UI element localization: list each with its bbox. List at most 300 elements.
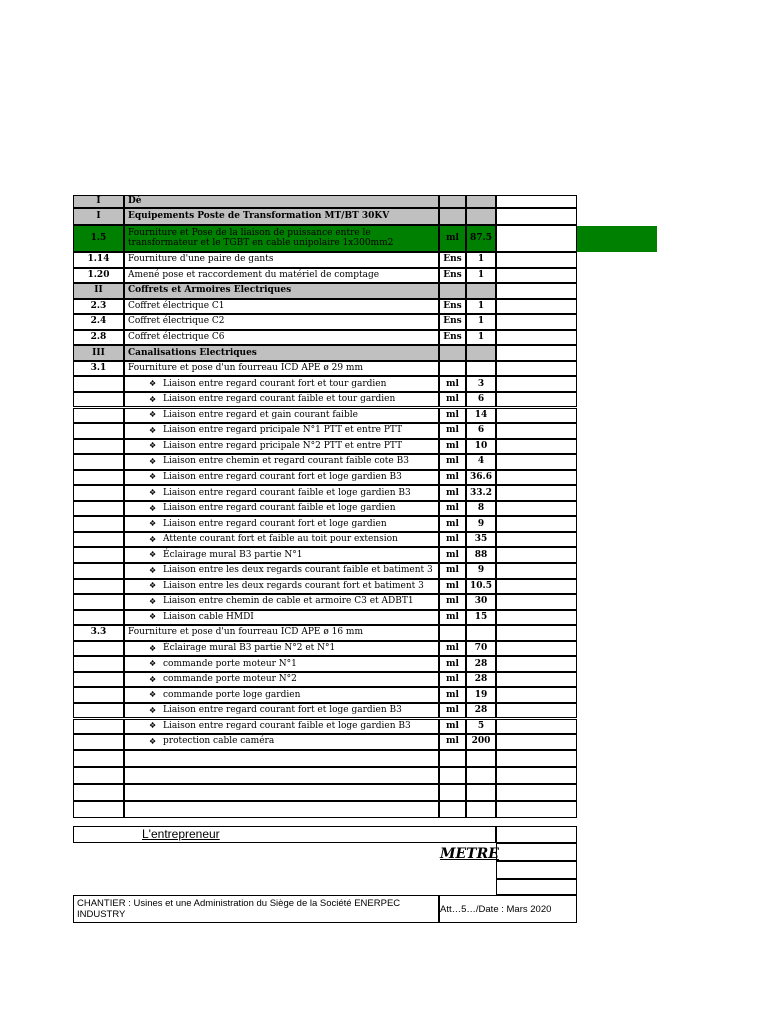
- item-description: [124, 485, 439, 501]
- item-quantity: [466, 703, 496, 719]
- item-number: [73, 672, 124, 688]
- item-description: [124, 208, 439, 225]
- item-quantity: [466, 672, 496, 688]
- table-row: [73, 547, 577, 563]
- item-unit-text: Ens: [443, 254, 462, 265]
- item-number-text: 2.4: [90, 316, 107, 327]
- item-quantity-text: 9: [477, 565, 485, 576]
- item-quantity: [466, 252, 496, 268]
- item-unit: [439, 719, 466, 735]
- table-row: [73, 719, 577, 735]
- item-unit-text: ml: [446, 233, 459, 243]
- item-extra: [496, 734, 577, 750]
- item-unit: [439, 547, 466, 563]
- item-quantity: [466, 268, 496, 284]
- right-box: [496, 843, 577, 861]
- item-extra: [496, 547, 577, 563]
- diamond-bullet-icon: ❖: [149, 534, 157, 544]
- item-extra: [496, 252, 577, 268]
- item-quantity: [466, 423, 496, 439]
- item-description-text: commande porte moteur N°2: [163, 674, 297, 685]
- item-extra: [496, 641, 577, 657]
- item-description: [124, 408, 439, 424]
- item-number-text: III: [92, 347, 105, 358]
- item-quantity: [466, 485, 496, 501]
- item-unit: [439, 361, 466, 377]
- item-number-text: 2.3: [90, 300, 107, 311]
- item-unit: [439, 784, 466, 801]
- item-extra: [496, 687, 577, 703]
- item-extra: [496, 470, 577, 486]
- item-quantity: [466, 345, 496, 361]
- item-quantity-text: 10: [474, 440, 488, 451]
- item-quantity: [466, 687, 496, 703]
- item-unit-text: ml: [446, 611, 459, 622]
- item-quantity-text: 33.2: [470, 487, 492, 498]
- item-unit: [439, 268, 466, 284]
- item-description: [124, 470, 439, 486]
- item-quantity: [466, 563, 496, 579]
- empty-row: [73, 750, 577, 767]
- item-quantity: [466, 656, 496, 672]
- table-row: [73, 439, 577, 455]
- item-unit: [439, 579, 466, 595]
- item-unit-text: ml: [446, 534, 459, 545]
- item-description: [124, 361, 439, 377]
- item-quantity-text: 8: [477, 503, 485, 514]
- item-number: [73, 423, 124, 439]
- item-unit-text: ml: [446, 689, 459, 700]
- item-unit-text: ml: [446, 643, 459, 654]
- item-quantity-text: 6: [477, 394, 485, 405]
- item-number: [73, 656, 124, 672]
- diamond-bullet-icon: ❖: [149, 394, 157, 404]
- item-quantity: [466, 225, 496, 252]
- item-extra: [496, 423, 577, 439]
- item-description-text: Liaison entre regard courant fort et loge gardien B3: [163, 705, 402, 716]
- table-row: [73, 594, 577, 610]
- item-number: [73, 208, 124, 225]
- item-extra: [496, 703, 577, 719]
- item-extra: [496, 594, 577, 610]
- item-description-text: Liaison entre regard pricipale N°2 PTT et entre PTT: [163, 440, 403, 451]
- item-extra: [496, 610, 577, 626]
- table-row: [73, 516, 577, 532]
- item-number-text: 1.5: [90, 233, 107, 243]
- item-number-text: I: [96, 211, 101, 221]
- item-description-text: Liaison entre regard courant faible et loge gardien: [163, 503, 396, 514]
- table-row: [73, 501, 577, 517]
- item-unit-text: ml: [446, 503, 459, 514]
- item-description: [124, 547, 439, 563]
- item-description-text: commande porte moteur N°1: [163, 658, 297, 669]
- table-row: [73, 641, 577, 657]
- item-quantity-text: 6: [477, 425, 485, 436]
- item-unit: [439, 408, 466, 424]
- item-quantity: [466, 314, 496, 330]
- item-description-text: Liaison entre regard pricipale N°1 PTT et entre PTT: [163, 425, 403, 436]
- item-number: [73, 547, 124, 563]
- table-row: [73, 361, 577, 377]
- table-row: [73, 532, 577, 548]
- table-row: [73, 563, 577, 579]
- item-quantity-text: 1: [477, 332, 485, 343]
- item-number: [73, 750, 124, 767]
- item-description-text: Éclairage mural B3 partie N°2 et N°1: [163, 643, 336, 654]
- item-description: [124, 392, 439, 408]
- item-description-text: Canalisations Electriques: [128, 347, 257, 358]
- item-extra: [496, 563, 577, 579]
- item-quantity: [466, 625, 496, 641]
- item-number-text: 2.8: [90, 332, 107, 343]
- item-unit-text: ml: [446, 440, 459, 451]
- item-quantity-text: 19: [474, 689, 488, 700]
- item-quantity: [466, 376, 496, 392]
- item-description-text: Coffret électrique C1: [128, 300, 225, 311]
- item-number: [73, 439, 124, 455]
- item-number: [73, 330, 124, 346]
- item-quantity-text: 28: [474, 705, 488, 716]
- item-extra: [496, 801, 577, 818]
- table-row: [73, 314, 577, 330]
- chantier-box: CHANTIER : Usines et une Administration du Siège de la Société ENERPEC INDUSTRY: [73, 895, 439, 923]
- item-unit: [439, 330, 466, 346]
- item-quantity-text: 1: [477, 316, 485, 327]
- item-description: [124, 376, 439, 392]
- item-description-text: Equipements Poste de Transformation MT/BT 30KV: [128, 211, 390, 221]
- item-description: [124, 579, 439, 595]
- item-extra: [496, 195, 577, 208]
- item-number: [73, 563, 124, 579]
- item-description-text: Fourniture d'une paire de gants: [128, 254, 274, 265]
- diamond-bullet-icon: ❖: [149, 550, 157, 560]
- item-extra: [496, 330, 577, 346]
- diamond-bullet-icon: ❖: [149, 503, 157, 513]
- item-description: [124, 672, 439, 688]
- item-description-text: Éclairage mural B3 partie N°1: [163, 549, 303, 560]
- item-quantity: [466, 579, 496, 595]
- item-description: [124, 439, 439, 455]
- item-number: [73, 408, 124, 424]
- item-unit-text: Ens: [443, 332, 462, 343]
- item-description-text: Fourniture et pose d'un fourreau ICD APE ø 16 mm: [128, 627, 363, 638]
- right-box: [496, 861, 577, 879]
- item-extra: [496, 532, 577, 548]
- item-description-text: Liaison entre regard et gain courant faible: [163, 409, 358, 420]
- item-unit-text: ml: [446, 658, 459, 669]
- item-quantity: [466, 283, 496, 299]
- item-extra: [496, 750, 577, 767]
- item-number: [73, 392, 124, 408]
- item-quantity-text: 70: [474, 643, 488, 654]
- item-number: [73, 625, 124, 641]
- item-unit: [439, 801, 466, 818]
- table-row: [73, 376, 577, 392]
- item-quantity-text: 9: [477, 518, 485, 529]
- item-unit-text: ml: [446, 705, 459, 716]
- highlight-extension: [577, 226, 657, 252]
- section-row: [73, 345, 577, 361]
- item-unit: [439, 439, 466, 455]
- item-description-text: Coffrets et Armoires Electriques: [128, 285, 292, 296]
- item-unit: [439, 392, 466, 408]
- item-number-text: 1.20: [87, 269, 110, 280]
- item-quantity-text: 14: [474, 409, 488, 420]
- table-row: [73, 610, 577, 626]
- diamond-bullet-icon: ❖: [149, 488, 157, 498]
- table-row: [73, 268, 577, 284]
- att-date-box: Att…5…/Date : Mars 2020: [439, 895, 577, 923]
- item-number-text: 3.1: [90, 363, 107, 374]
- item-unit: [439, 454, 466, 470]
- item-quantity: [466, 532, 496, 548]
- table-row: [73, 625, 577, 641]
- table-row: [73, 656, 577, 672]
- right-box: [496, 879, 577, 895]
- table-row: [73, 252, 577, 268]
- item-unit-text: ml: [446, 471, 459, 482]
- item-extra: [496, 516, 577, 532]
- diamond-bullet-icon: ❖: [149, 565, 157, 575]
- item-unit: [439, 703, 466, 719]
- item-quantity: [466, 641, 496, 657]
- item-number: [73, 579, 124, 595]
- item-extra: [496, 208, 577, 225]
- diamond-bullet-icon: ❖: [149, 425, 157, 435]
- item-quantity-text: 88: [474, 549, 488, 560]
- item-unit: [439, 672, 466, 688]
- item-quantity: [466, 750, 496, 767]
- table-row: [73, 392, 577, 408]
- item-description: [124, 687, 439, 703]
- entrepreneur-right-cell: [496, 826, 577, 843]
- item-unit-text: ml: [446, 736, 459, 747]
- item-extra: [496, 672, 577, 688]
- item-unit: [439, 625, 466, 641]
- item-quantity: [466, 392, 496, 408]
- empty-row: [73, 767, 577, 784]
- item-quantity-text: 30: [474, 596, 488, 607]
- item-unit: [439, 283, 466, 299]
- item-description-text: Amené pose et raccordement du matériel de comptage: [128, 269, 380, 280]
- item-quantity-text: 1: [477, 254, 485, 265]
- diamond-bullet-icon: ❖: [149, 643, 157, 653]
- item-quantity-text: 4: [477, 456, 485, 467]
- metre-title: METRE: [440, 846, 499, 862]
- item-quantity: [466, 610, 496, 626]
- item-number: [73, 268, 124, 284]
- item-description: [124, 532, 439, 548]
- item-description-text: Liaison entre les deux regards courant fort et batiment 3: [163, 580, 424, 591]
- section-row: [73, 208, 577, 225]
- item-description: [124, 454, 439, 470]
- item-number: [73, 345, 124, 361]
- empty-row: [73, 801, 577, 818]
- item-quantity: [466, 195, 496, 208]
- item-unit-text: Ens: [443, 269, 462, 280]
- diamond-bullet-icon: ❖: [149, 581, 157, 591]
- item-unit-text: ml: [446, 580, 459, 591]
- table-row: [73, 423, 577, 439]
- item-number: [73, 516, 124, 532]
- item-description-text: Liaison entre regard courant fort et loge gardien: [163, 518, 387, 529]
- item-quantity: [466, 408, 496, 424]
- item-quantity: [466, 719, 496, 735]
- item-number: [73, 767, 124, 784]
- item-quantity-text: 1: [477, 269, 485, 280]
- item-number: [73, 470, 124, 486]
- item-extra: [496, 625, 577, 641]
- item-unit: [439, 687, 466, 703]
- item-quantity-text: 5: [477, 720, 485, 731]
- item-extra: [496, 579, 577, 595]
- table-row: [73, 225, 577, 252]
- entrepreneur-label: L'entrepreneur: [142, 827, 220, 841]
- item-number: [73, 376, 124, 392]
- item-unit: [439, 750, 466, 767]
- item-description: [124, 734, 439, 750]
- table-row: [73, 330, 577, 346]
- item-unit-text: ml: [446, 596, 459, 607]
- item-description-text: Dé: [128, 196, 142, 206]
- item-extra: [496, 392, 577, 408]
- item-description: [124, 641, 439, 657]
- section-row: [73, 283, 577, 299]
- item-quantity: [466, 299, 496, 315]
- item-quantity: [466, 516, 496, 532]
- item-unit-text: Ens: [443, 300, 462, 311]
- table-row: [73, 485, 577, 501]
- item-description-text: Liaison entre chemin de cable et armoire C3 et ADBT1: [163, 596, 414, 607]
- diamond-bullet-icon: ❖: [149, 596, 157, 606]
- item-extra: [496, 454, 577, 470]
- item-description: [124, 719, 439, 735]
- item-description: [124, 501, 439, 517]
- item-quantity-text: 1: [477, 300, 485, 311]
- item-quantity: [466, 470, 496, 486]
- item-number: [73, 283, 124, 299]
- item-number: [73, 801, 124, 818]
- item-quantity-text: 28: [474, 658, 488, 669]
- diamond-bullet-icon: ❖: [149, 659, 157, 669]
- item-quantity: [466, 767, 496, 784]
- table-row: [73, 734, 577, 750]
- diamond-bullet-icon: ❖: [149, 379, 157, 389]
- item-quantity: [466, 330, 496, 346]
- item-unit-text: ml: [446, 674, 459, 685]
- item-unit-text: ml: [446, 487, 459, 498]
- item-description-text: protection cable caméra: [163, 736, 275, 747]
- item-number: [73, 641, 124, 657]
- item-number: [73, 687, 124, 703]
- item-description: [124, 801, 439, 818]
- item-unit: [439, 610, 466, 626]
- diamond-bullet-icon: ❖: [149, 612, 157, 622]
- item-number: [73, 361, 124, 377]
- item-number: [73, 703, 124, 719]
- item-unit: [439, 225, 466, 252]
- item-quantity: [466, 208, 496, 225]
- item-description: [124, 767, 439, 784]
- table-row: [73, 470, 577, 486]
- table-row: [73, 687, 577, 703]
- item-extra: [496, 225, 577, 252]
- item-description-text: Fourniture et pose d'un fourreau ICD APE ø 29 mm: [128, 363, 363, 374]
- item-extra: [496, 501, 577, 517]
- item-number: [73, 314, 124, 330]
- item-unit-text: ml: [446, 409, 459, 420]
- item-unit: [439, 656, 466, 672]
- item-quantity-text: 28: [474, 674, 488, 685]
- empty-row: [73, 784, 577, 801]
- item-number-text: 3.3: [90, 627, 107, 638]
- item-number-text: I: [96, 196, 101, 206]
- diamond-bullet-icon: ❖: [149, 519, 157, 529]
- item-number-text: 1.14: [87, 254, 110, 265]
- item-number: [73, 225, 124, 252]
- item-description: [124, 283, 439, 299]
- item-extra: [496, 408, 577, 424]
- item-quantity: [466, 361, 496, 377]
- diamond-bullet-icon: ❖: [149, 456, 157, 466]
- item-quantity-text: 35: [474, 534, 488, 545]
- item-description: [124, 750, 439, 767]
- item-description-text: Liaison entre chemin et regard courant faible cote B3: [163, 456, 409, 467]
- item-description-text: Liaison entre regard courant faible et tour gardien: [163, 394, 396, 405]
- diamond-bullet-icon: ❖: [149, 472, 157, 482]
- diamond-bullet-icon: ❖: [149, 690, 157, 700]
- item-quantity-text: 10.5: [470, 580, 492, 591]
- item-number: [73, 485, 124, 501]
- item-description-text: Liaison entre regard courant fort et loge gardien B3: [163, 471, 402, 482]
- diamond-bullet-icon: ❖: [149, 410, 157, 420]
- item-description: [124, 268, 439, 284]
- table-row: [73, 408, 577, 424]
- table-row: [73, 454, 577, 470]
- item-unit-text: ml: [446, 549, 459, 560]
- item-description-text: Liaison entre regard courant fort et tour gardien: [163, 378, 387, 389]
- item-description: [124, 252, 439, 268]
- item-unit-text: ml: [446, 394, 459, 405]
- item-description-text: Liaison entre les deux regards courant faible et batiment 3: [163, 565, 433, 576]
- item-description: [124, 314, 439, 330]
- item-quantity: [466, 454, 496, 470]
- item-description: [124, 225, 439, 252]
- item-number: [73, 532, 124, 548]
- item-unit: [439, 516, 466, 532]
- table-row: [73, 672, 577, 688]
- item-unit: [439, 501, 466, 517]
- item-extra: [496, 784, 577, 801]
- diamond-bullet-icon: ❖: [149, 736, 157, 746]
- item-unit: [439, 195, 466, 208]
- item-number: [73, 594, 124, 610]
- table-row: [73, 579, 577, 595]
- item-quantity-text: 200: [471, 736, 491, 747]
- item-number: [73, 610, 124, 626]
- item-description: [124, 703, 439, 719]
- item-number: [73, 784, 124, 801]
- item-extra: [496, 283, 577, 299]
- item-description-text: Liaison cable HMDI: [163, 611, 254, 622]
- section-row: [73, 195, 577, 208]
- item-description: [124, 594, 439, 610]
- item-extra: [496, 439, 577, 455]
- item-extra: [496, 376, 577, 392]
- item-number: [73, 252, 124, 268]
- item-description-text: Coffret électrique C2: [128, 316, 225, 327]
- table-row: [73, 703, 577, 719]
